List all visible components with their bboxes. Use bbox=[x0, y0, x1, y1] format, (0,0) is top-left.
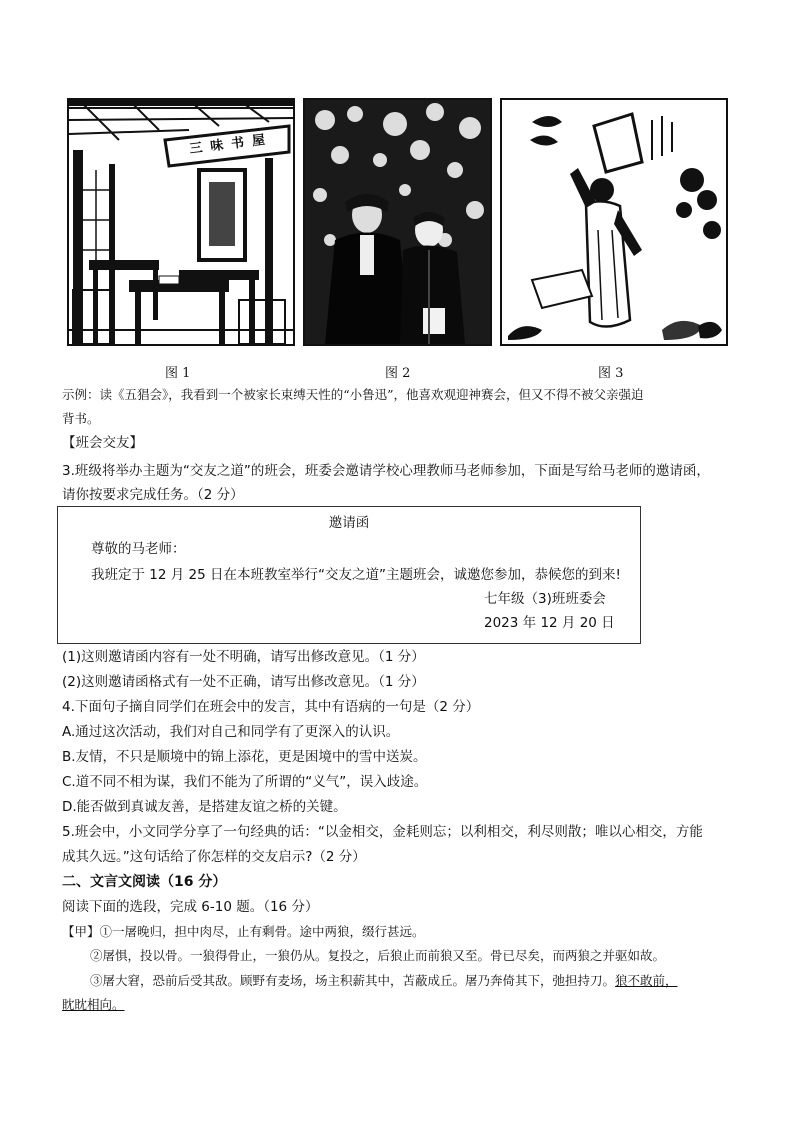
question-3-sub-2: (2)这则邀请函格式有一处不正确，请写出修改意见。（1 分） bbox=[62, 674, 425, 690]
figure-1-image bbox=[67, 98, 295, 346]
section-2-heading: 二、文言文阅读（16 分） bbox=[62, 874, 227, 890]
figure-3-caption: 图 3 bbox=[598, 366, 624, 381]
question-3-line-2: 请你按要求完成任务。（2 分） bbox=[62, 487, 244, 503]
question-3-line-1: 3.班级将举办主题为“交友之道”的班会，班委会邀请学校心理教师马老师参加，下面是写给马老师的邀请函， bbox=[62, 463, 710, 479]
section-2-instruction: 阅读下面的选段，完成 6-10 题。（16 分） bbox=[62, 899, 319, 915]
figure-3-image bbox=[500, 98, 728, 346]
invitation-date: 2023 年 12 月 20 日 bbox=[484, 615, 615, 631]
passage-paragraph-3-continued bbox=[62, 995, 125, 1015]
figure-1-caption: 图 1 bbox=[165, 366, 191, 381]
figure-2-caption: 图 2 bbox=[385, 366, 411, 381]
question-4-option-b: B.友情，不只是顺境中的锦上添花，更是困境中的雪中送炭。 bbox=[62, 749, 427, 765]
section-class-meeting-heading: 【班会交友】 bbox=[62, 435, 143, 451]
passage-underlined-sentence-part-1: 狼不敢前， bbox=[615, 973, 678, 988]
figure-3-drawing bbox=[502, 100, 726, 344]
question-5-line-2: 成其久远。”这句话给了你怎样的交友启示?（2 分） bbox=[62, 849, 366, 865]
figure-2-image bbox=[303, 98, 492, 346]
question-5-line-1: 5.班会中，小文同学分享了一句经典的话：“以金相交，金耗则忘；以利相交，利尽则散；唯以心相交，方能 bbox=[62, 824, 703, 840]
question-4-option-c: C.道不同不相为谋，我们不能为了所谓的“义气”，误入歧途。 bbox=[62, 774, 428, 790]
passage-paragraph-3 bbox=[90, 971, 678, 991]
question-4-option-a: A.通过这次活动，我们对自己和同学有了更深入的认识。 bbox=[62, 724, 400, 740]
passage-paragraph-1: 【甲】①一屠晚归，担中肉尽，止有剩骨。途中两狼，缀行甚远。 bbox=[62, 924, 425, 939]
passage-underlined-sentence-part-2: 眈眈相向。 bbox=[62, 997, 125, 1012]
invitation-title: 邀请函 bbox=[328, 515, 370, 531]
passage-paragraph-3-text: ③屠大窘，恐前后受其敌。顾野有麦场，场主积薪其中，苫蔽成丘。屠乃奔倚其下，弛担持刀。 bbox=[90, 973, 616, 988]
figure-2-drawing bbox=[305, 100, 490, 344]
invitation-body: 我班定于 12 月 25 日在本班教室举行“交友之道”主题班会，诚邀您参加，恭候您的到来! bbox=[91, 567, 621, 583]
example-line-2: 背书。 bbox=[62, 411, 100, 426]
question-4-stem: 4.下面句子摘自同学们在班会中的发言，其中有语病的一句是（2 分） bbox=[62, 699, 480, 715]
figure-1-sign-text: 三味书屋 bbox=[188, 131, 274, 158]
invitation-signature: 七年级（3)班班委会 bbox=[484, 591, 606, 607]
question-3-sub-1: (1)这则邀请函内容有一处不明确，请写出修改意见。（1 分） bbox=[62, 649, 425, 665]
invitation-letter-box bbox=[57, 506, 641, 644]
question-4-option-d: D.能否做到真诚友善，是搭建友谊之桥的关键。 bbox=[62, 799, 347, 815]
passage-paragraph-2: ②屠惧，投以骨。一狼得骨止，一狼仍从。复投之，后狼止而前狼又至。骨已尽矣，而两狼之并驱如故。 bbox=[90, 948, 666, 963]
example-line-1: 示例：读《五猖会》，我看到一个被家长束缚天性的“小鲁迅”，他喜欢观迎神赛会，但又不得不被父亲强迫 bbox=[62, 387, 644, 402]
invitation-salutation: 尊敬的马老师： bbox=[91, 541, 186, 557]
